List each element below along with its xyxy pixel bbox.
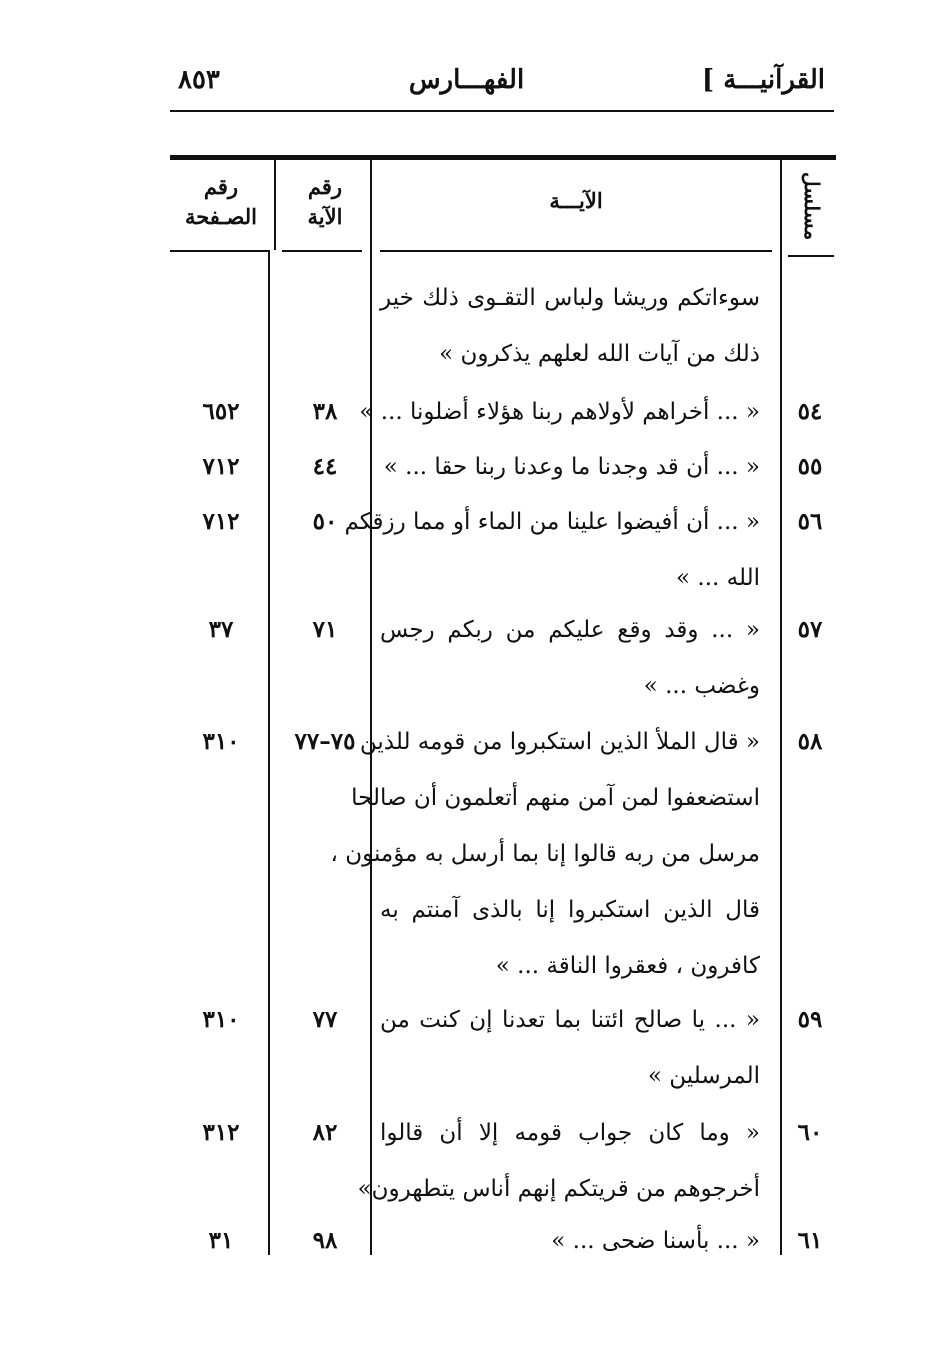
row-page-number: ٣١٠	[202, 728, 240, 755]
verse-line: « ... وقد وقع عليكم من ربكم رجس	[380, 617, 760, 643]
verse-line: « ... يا صالح ائتنا بما تعدنا إن كنت من	[380, 1007, 760, 1033]
verse-line: المرسلين »	[647, 1063, 760, 1089]
header-rule	[170, 110, 834, 112]
column-divider-verse	[370, 160, 372, 1255]
column-header-serial-label: مسلسل	[800, 172, 824, 241]
row-verse-number: ٧٥–٧٧	[294, 728, 356, 755]
row-verse	[344, 494, 760, 606]
row-serial: ٥٤	[797, 398, 823, 425]
column-header-serial	[790, 172, 834, 248]
row-verse-number: ٧١	[312, 616, 338, 643]
row-serial: ٥٧	[797, 616, 823, 643]
column-header-verse-number	[282, 172, 368, 232]
row-verse	[330, 714, 760, 994]
header-rule-serial	[788, 255, 834, 257]
row-serial: ٦١	[797, 1227, 823, 1254]
row-page-number: ٣١٠	[202, 1006, 240, 1033]
header-rule-verse-number	[282, 250, 362, 252]
column-header-verse-number-line1: رقم	[307, 174, 343, 199]
column-header-page-number	[172, 172, 270, 232]
row-verse	[380, 439, 760, 495]
verse-line: كافرون ، فعقروا الناقة ... »	[495, 953, 760, 979]
column-divider-serial	[780, 160, 782, 1255]
verse-line: مرسل من ربه قالوا إنا بما أرسل به مؤمنون ،	[330, 841, 760, 867]
header-rule-verse	[380, 250, 772, 252]
verse-line: قال الذين استكبروا إنا بالذى آمنتم به	[380, 897, 760, 923]
column-header-page-number-line2: الصـفحة	[184, 204, 258, 229]
row-serial: ٥٦	[797, 508, 823, 535]
column-divider-verse-number-head	[274, 160, 276, 250]
header-rule-page	[170, 250, 270, 252]
row-verse	[380, 992, 760, 1104]
verse-line: « ... أن أفيضوا علينا من الماء أو مما رزقكم	[344, 509, 760, 535]
verse-line: ذلك من آيات الله لعلهم يذكرون »	[439, 341, 760, 367]
row-page-number: ٦٥٢	[202, 398, 240, 425]
column-header-verse: الآيـــة	[549, 188, 603, 213]
verse-line: « ... أخراهم لأولاهم ربنا هؤلاء أضلونا ... »	[359, 399, 760, 425]
table-top-rule	[170, 155, 836, 160]
row-page-number: ٧١٢	[202, 453, 240, 480]
row-verse-number: ٣٨	[312, 398, 338, 425]
row-page-number: ٣٧	[208, 616, 234, 643]
row-serial: ٥٥	[797, 453, 823, 480]
running-title: الفهـــارس	[408, 65, 525, 95]
verse-line: الله ... »	[676, 565, 760, 591]
verse-line: وغضب ... »	[643, 673, 760, 699]
row-serial: ٥٨	[797, 728, 823, 755]
row-serial: ٦٠	[797, 1119, 823, 1146]
row-verse	[380, 1213, 760, 1269]
section-title: القرآنيـــة ]	[701, 65, 825, 95]
row-page-number: ٧١٢	[202, 508, 240, 535]
page-number: ٨٥٣	[178, 65, 220, 95]
verse-line: أخرجوهم من قريتكم إنهم أناس يتطهرون»	[357, 1176, 760, 1202]
row-verse-number: ٥٠	[312, 508, 338, 535]
row-verse-number: ٩٨	[312, 1227, 338, 1254]
row-verse-number: ٨٢	[312, 1119, 338, 1146]
verse-line: « وما كان جواب قومه إلا أن قالوا	[380, 1120, 760, 1146]
row-verse-number: ٤٤	[312, 453, 338, 480]
continuation-verse	[380, 270, 760, 382]
row-verse	[357, 1105, 760, 1217]
row-verse	[359, 384, 760, 440]
row-serial: ٥٩	[797, 1006, 823, 1033]
row-page-number: ٣١	[208, 1227, 234, 1254]
column-header-page-number-line1: رقم	[203, 174, 239, 199]
column-header-verse-number-line2: الآية	[307, 204, 343, 229]
verse-line: « ... بأسنا ضحى ... »	[551, 1228, 760, 1254]
verse-line: « ... أن قد وجدنا ما وعدنا ربنا حقا ... »	[383, 454, 760, 480]
row-verse-number: ٧٧	[312, 1006, 338, 1033]
row-verse	[380, 602, 760, 714]
verse-line: « قال الملأ الذين استكبروا من قومه للذين	[359, 729, 760, 755]
verse-line: استضعفوا لمن آمن منهم أتعلمون أن صالحا	[351, 785, 760, 811]
verse-line: سوءاتكم وريشا ولباس التقـوى ذلك خير	[380, 285, 760, 311]
row-page-number: ٣١٢	[202, 1119, 240, 1146]
